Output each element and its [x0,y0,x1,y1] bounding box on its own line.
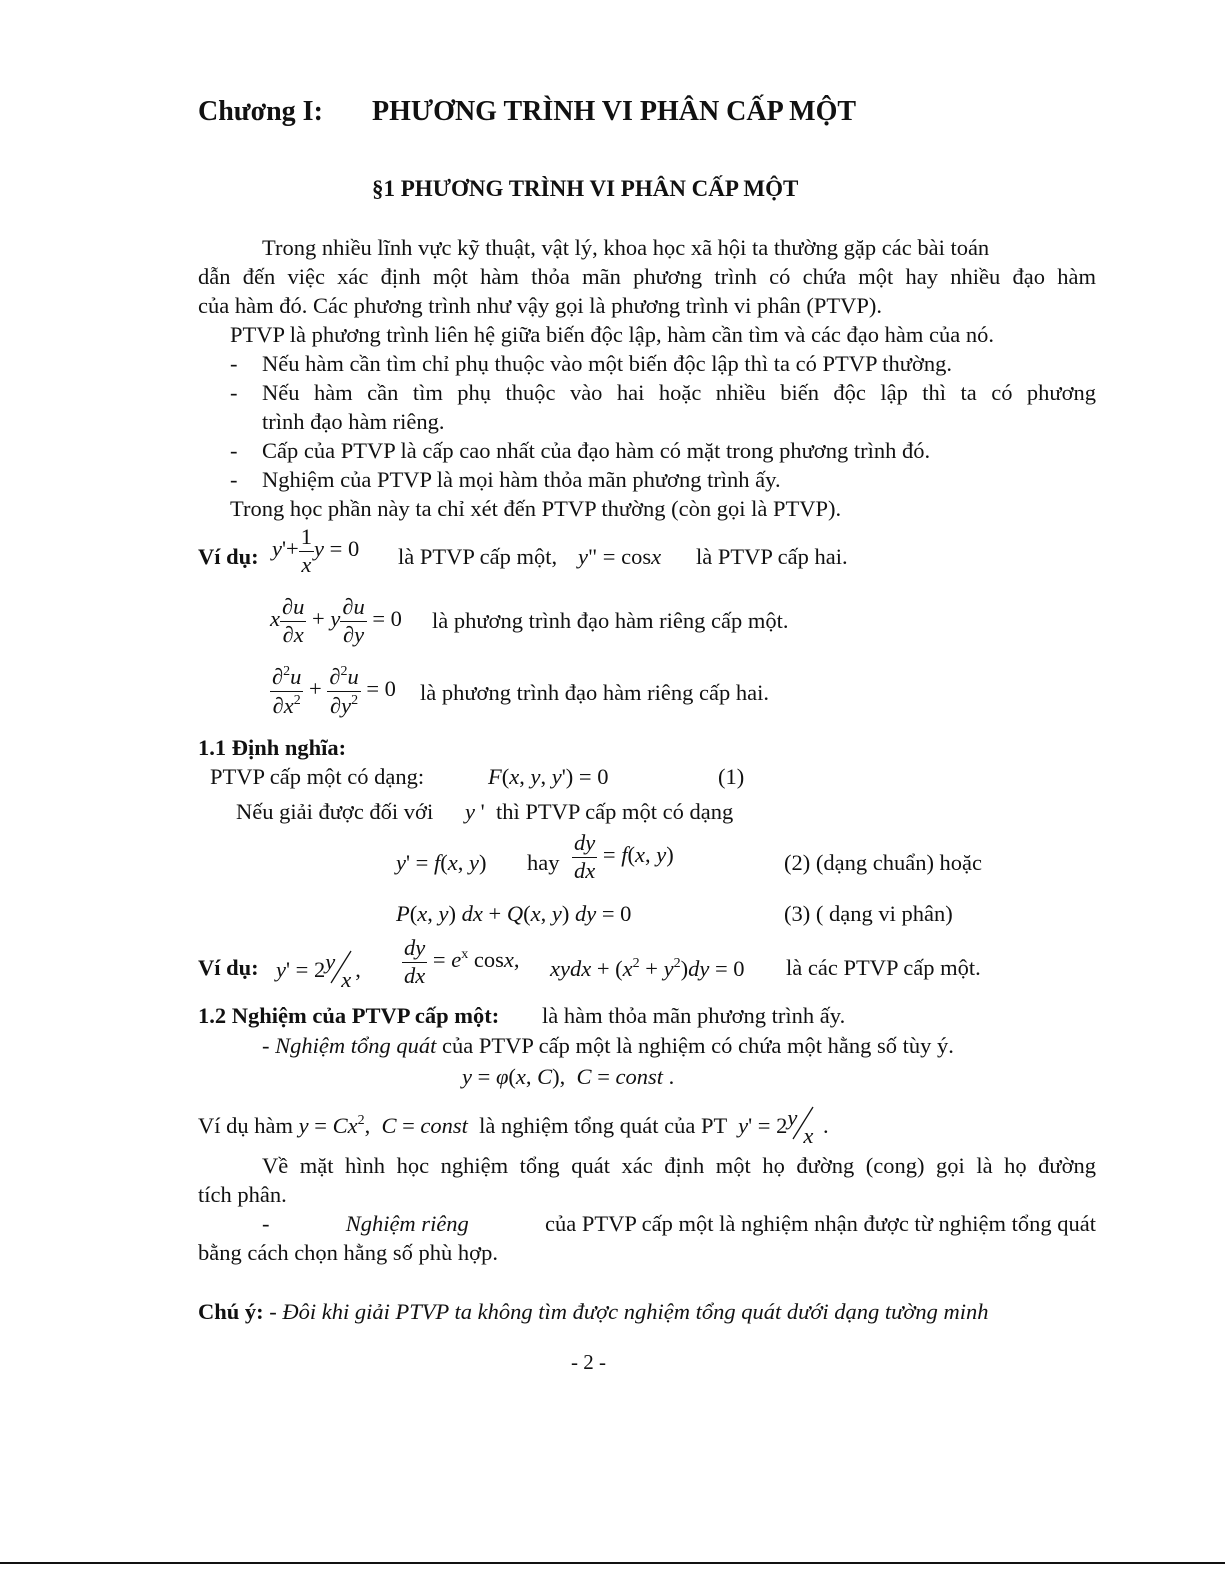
example-label: Ví dụ: [198,544,259,569]
intro-line-1: Trong nhiều lĩnh vực kỹ thuật, vật lý, khoa học xã hội ta thường gặp các bài toán [262,235,990,260]
formula-example-2c: xydx + $(x^2 + y^2)dy = 0$ [550,956,745,981]
formula-example-2a: y' = 2 y x , [276,949,361,992]
geometry-line-1: Về mặt hình học nghiệm tổng quát xác định một họ đường (cong) gọi là họ đường [262,1153,1096,1178]
formula-y-prime: y ' [465,799,485,824]
formula-general-solution: y = φ(x, C), C = const . [462,1064,675,1089]
solution-example-a: Ví dụ hàm [198,1113,293,1138]
example1-text-b: là PTVP cấp hai. [696,544,848,569]
solution-heading: 1.2 Nghiệm của PTVP cấp một: [198,1003,500,1028]
bullet-solution: Nghiệm của PTVP là mọi hàm thỏa mãn phương trình ấy. [262,467,781,492]
definition-line-2b: thì PTVP cấp một có dạng [496,799,734,824]
example2-tail: là các PTVP cấp một. [786,955,981,980]
equation-label-2: (2) (dạng chuẩn) hoặc [784,850,983,875]
bullet-dash: - [230,380,238,405]
example-label: Ví dụ: [198,955,259,980]
bullet-dash: - [230,467,238,492]
note-label: Chú ý: [198,1299,264,1324]
bullet-partial-b: trình đạo hàm riêng. [262,409,445,434]
particular-line-2: bằng cách chọn hằng số phù hợp. [198,1240,498,1265]
formula-second-order-ode: y" = cosx [578,544,662,569]
intro-line-2: dẫn đến việc xác định một hàm thỏa mãn phương trình có chứa một hay nhiều đạo hàm [198,264,1096,289]
particular-solution-term: Nghiệm riêng [345,1211,469,1236]
word-hay: hay [527,850,560,875]
equation-number-1: (1) [718,764,745,789]
formula-normal-form-a: y' = f(x, y) [396,850,487,875]
section-title: §1 PHƯƠNG TRÌNH VI PHÂN CẤP MỘT [372,176,799,201]
formula-differential-form: P(x, y) dx + Q(x, y) dy = 0 [396,901,632,926]
formula-general-form: F(x, y, y') = 0 [488,764,609,789]
formula-normal-form-b: $\frac{dy}{dx}$ = f(x, y) [574,830,674,883]
general-solution-line: - Nghiệm tổng quát của PTVP cấp một là nghiệm có chứa một hằng số tùy ý. [262,1033,954,1058]
formula-first-order-ode: y'+ $\frac{1}{x}$ y = 0 [272,524,360,577]
page-number: - 2 - [571,1350,606,1374]
scope-line: Trong học phần này ta chỉ xét đến PTVP thường (còn gọi là PTVP). [230,496,842,521]
bullet-dash: - [230,438,238,463]
intro-line-3: của hàm đó. Các phương trình như vậy gọi là phương trình vi phân (PTVP). [198,293,883,318]
bullet-order: Cấp của PTVP là cấp cao nhất của đạo hàm có mặt trong phương trình đó. [262,438,931,463]
example1-text-a: là PTVP cấp một, [398,544,558,569]
geometry-line-2: tích phân. [198,1182,287,1207]
equation-label-3: (3) ( dạng vi phân) [784,901,953,926]
bullet-dash: - [230,351,238,376]
definition-line-1: PTVP cấp một có dạng: [210,764,425,789]
bullet-ordinary: Nếu hàm cần tìm chỉ phụ thuộc vào một biến độc lập thì ta có PTVP thường. [262,351,953,376]
formula-pde-second-order: $\frac{\partial^2u}{\partial x^2}$ + $\frac{\partial^2u}{\partial y^2}$ = 0 [272,664,396,718]
solution-example-b: là nghiệm tổng quát của PT [479,1113,727,1138]
formula-pde-first-order: x $\frac{\partial u}{\partial x}$ + y $\frac{\partial u}{\partial y}$ = 0 [270,594,402,647]
chapter-label: Chương I: [198,96,323,127]
bullet-partial-a: Nếu hàm cần tìm phụ thuộc vào hai hoặc nhiều biến độc lập thì ta có phương [262,380,1096,405]
general-solution-term: Nghiệm tổng quát [275,1033,437,1058]
chapter-title: PHƯƠNG TRÌNH VI PHÂN CẤP MỘT [372,96,857,127]
solution-example-line: Ví dụ hàm $y = Cx^2$, C = const là nghiệm tổng quát của PT y' = 2 y x . [198,1105,829,1148]
pde1-text: là phương trình đạo hàm riêng cấp một. [432,608,789,633]
pde2-text: là phương trình đạo hàm riêng cấp hai. [420,680,769,705]
intro-line-4: PTVP là phương trình liên hệ giữa biến độc lập, hàm cần tìm và các đạo hàm của nó. [230,322,994,347]
note-text: - Đôi khi giải PTVP ta không tìm được nghiệm tổng quát dưới dạng tường minh [269,1299,989,1324]
solution-heading-tail: là hàm thỏa mãn phương trình ấy. [542,1003,846,1028]
particular-solution-tail: của PTVP cấp một là nghiệm nhận được từ nghiệm tổng quát [545,1211,1096,1236]
general-solution-tail: của PTVP cấp một là nghiệm có chứa một hằng số tùy ý. [442,1033,954,1058]
definition-line-2a: Nếu giải được đối với [236,799,434,824]
bottom-rule [0,1562,1225,1564]
particular-solution-line: - Nghiệm riêng của PTVP cấp một là nghiệm nhận được từ nghiệm tổng quát [262,1211,1096,1236]
note-line [198,1301,989,1324]
formula-example-2b: $\frac{dy}{dx}$ = $e^x$ cosx, [404,935,520,988]
definition-heading: 1.1 Định nghĩa: [198,735,347,760]
